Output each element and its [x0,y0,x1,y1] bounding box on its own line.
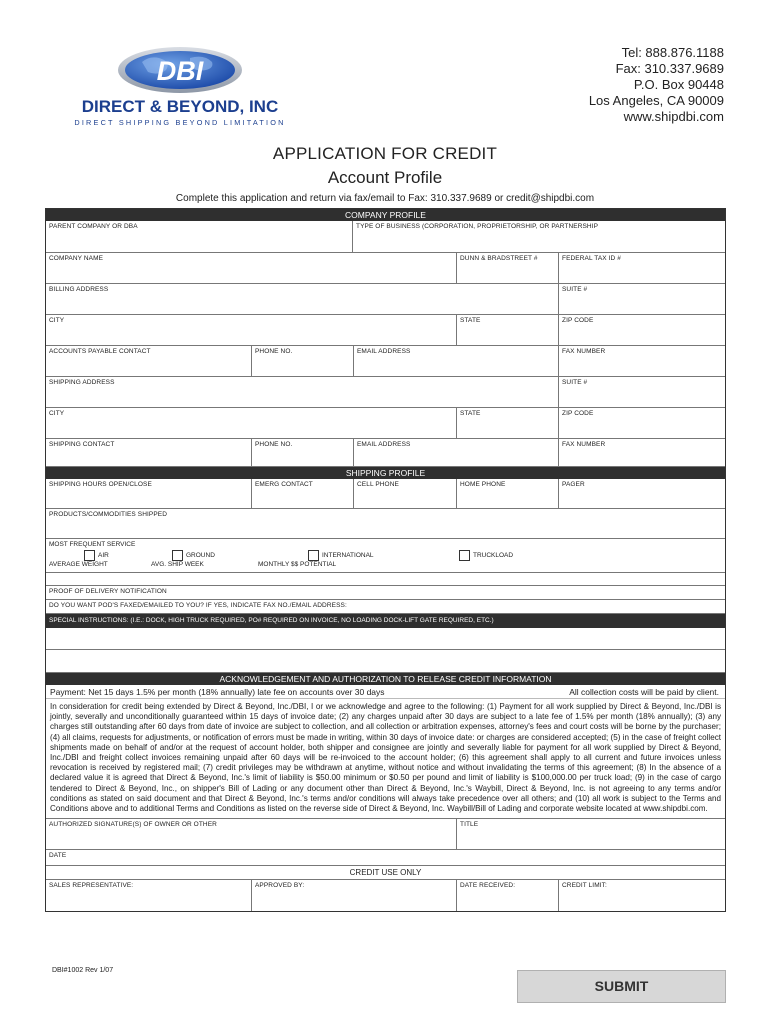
label-shipping-zip: ZIP CODE [562,410,594,417]
label-products: PRODUCTS/COMMODITIES SHIPPED [49,511,168,518]
row-most-frequent-service [46,539,725,573]
label-home-phone: HOME PHONE [460,481,506,488]
field-approved-by[interactable] [251,880,456,911]
label-ground: GROUND [186,552,215,559]
field-shipping-phone[interactable] [251,439,353,466]
label-pod-question: DO YOU WANT POD'S FAXED/EMAILED TO YOU? IF YES, INDICATE FAX NO./EMAIL ADDRESS: [49,602,347,609]
logo-brand-text: DBI [156,56,204,86]
field-ap-contact[interactable] [46,346,251,376]
label-proof-of-delivery: PROOF OF DELIVERY NOTIFICATION [49,588,167,595]
page-subtitle: Account Profile [327,168,443,187]
section-header-company-profile: COMPANY PROFILE [46,209,725,221]
field-special-instructions-line-1[interactable] [46,628,725,650]
collection-costs: All collection costs will be paid by client. [569,687,719,697]
field-shipping-state[interactable] [456,408,558,438]
label-signature: AUTHORIZED SIGNATURE(S) OF OWNER OR OTHER [49,821,217,829]
field-billing-zip[interactable] [558,315,725,345]
field-products[interactable] [46,509,725,538]
payment-terms-row [46,685,725,699]
section-header-credit-use: CREDIT USE ONLY [46,866,725,880]
label-ap-contact: ACCOUNTS PAYABLE CONTACT [49,348,151,355]
label-date: DATE [49,852,67,860]
field-signature[interactable] [46,819,456,849]
row-shipping-contact [46,439,725,467]
row-billing-address [46,284,725,315]
row-spacer [46,573,725,586]
field-shipping-hours[interactable] [46,479,251,508]
label-shipping-suite: SUITE # [562,379,588,386]
field-billing-address[interactable] [46,284,558,314]
row-pod-question [46,600,725,614]
label-shipping-phone: PHONE NO. [255,441,293,448]
label-ap-email: EMAIL ADDRESS [357,348,411,355]
label-truckload: TRUCKLOAD [473,552,514,559]
field-date[interactable] [46,850,725,865]
field-dunn-bradstreet[interactable] [456,253,558,283]
field-date-received[interactable] [456,880,558,911]
field-shipping-contact[interactable] [46,439,251,466]
label-sales-rep: SALES REPRESENTATIVE: [49,882,134,890]
contact-po-box: P.O. Box 90448 [633,77,724,92]
row-company-name [46,253,725,284]
row-ap-contact [46,346,725,377]
form-code: DBI#1002 Rev 1/07 [52,967,114,974]
label-approved-by: APPROVED BY: [255,882,305,890]
label-shipping-email: EMAIL ADDRESS [357,441,411,448]
label-title: TITLE [460,821,479,829]
contact-city-state: Los Angeles, CA 90009 [588,93,724,108]
field-pager[interactable] [558,479,725,508]
label-billing-city: CITY [49,317,65,324]
field-shipping-zip[interactable] [558,408,725,438]
label-parent-company: PARENT COMPANY OR DBA [49,223,138,230]
label-shipping-address: SHIPPING ADDRESS [49,379,115,386]
label-shipping-city: CITY [49,410,65,417]
form-instructions: Complete this application and return via fax/email to Fax: 310.337.9689 or credit@shipdbi.com [175,193,595,204]
field-shipping-address[interactable] [46,377,558,407]
field-shipping-email[interactable] [353,439,558,466]
company-logo [60,40,300,136]
page-title: APPLICATION FOR CREDIT [272,144,498,163]
label-shipping-fax: FAX NUMBER [562,441,606,448]
label-average-weight: AVERAGE WEIGHT [49,561,108,568]
checkbox-air[interactable] [84,550,95,561]
logo-tagline-text: DIRECT SHIPPING BEYOND LIMITATION [74,118,286,127]
field-parent-company[interactable] [46,221,352,252]
row-shipping-address [46,377,725,408]
contact-website[interactable]: www.shipdbi.com [623,109,724,124]
label-avg-ship-week: AVG. SHIP WEEK [151,561,204,568]
field-ap-email[interactable] [353,346,558,376]
row-shipping-hours [46,479,725,509]
field-business-type[interactable] [352,221,725,252]
field-shipping-fax[interactable] [558,439,725,466]
label-billing-state: STATE [460,317,481,324]
field-billing-city[interactable] [46,315,456,345]
label-most-frequent-service: MOST FREQUENT SERVICE [49,541,136,548]
label-shipping-hours: SHIPPING HOURS OPEN/CLOSE [49,481,152,488]
field-ap-fax[interactable] [558,346,725,376]
credit-application-form [45,208,726,912]
label-ap-fax: FAX NUMBER [562,348,606,355]
field-ap-phone[interactable] [251,346,353,376]
field-shipping-city[interactable] [46,408,456,438]
field-cell-phone[interactable] [353,479,456,508]
label-ap-phone: PHONE NO. [255,348,293,355]
row-special-instructions: SPECIAL INSTRUCTIONS: (I.E.: DOCK, HIGH TRUCK REQUIRED, PO# REQUIRED ON INVOICE, NO LOADING DOCK-LIFT GATE REQUIRED, ETC.) [46,614,725,628]
label-company-name: COMPANY NAME [49,255,104,262]
label-billing-zip: ZIP CODE [562,317,594,324]
checkbox-truckload[interactable] [459,550,470,561]
submit-button[interactable]: SUBMIT [517,970,726,1003]
row-proof-of-delivery [46,586,725,600]
payment-terms: Payment: Net 15 days 1.5% per month (18% annually) late fee on accounts over 30 days [50,687,385,697]
row-products [46,509,725,539]
label-federal-tax-id: FEDERAL TAX ID # [562,255,621,262]
row-credit-use [46,880,725,911]
field-company-name[interactable] [46,253,456,283]
label-air: AIR [98,552,109,559]
field-home-phone[interactable] [456,479,558,508]
label-shipping-state: STATE [460,410,481,417]
label-billing-address: BILLING ADDRESS [49,286,109,293]
field-emerg-contact[interactable] [251,479,353,508]
label-date-received: DATE RECEIVED: [460,882,516,890]
field-shipping-suite[interactable] [558,377,725,407]
section-header-shipping-profile: SHIPPING PROFILE [46,467,725,479]
field-billing-state[interactable] [456,315,558,345]
label-credit-limit: CREDIT LIMIT: [562,882,607,890]
checkbox-ground[interactable] [172,550,183,561]
field-sales-rep[interactable] [46,880,251,911]
contact-tel: Tel: 888.876.1188 [621,45,724,60]
contact-fax: Fax: 310.337.9689 [615,61,724,76]
label-international: INTERNATIONAL [322,552,374,559]
field-title[interactable] [456,819,725,849]
label-pager: PAGER [562,481,585,488]
label-cell-phone: CELL PHONE [357,481,399,488]
field-proof-of-delivery[interactable] [46,586,725,599]
field-billing-suite[interactable] [558,284,725,314]
checkbox-international[interactable] [308,550,319,561]
row-parent-company [46,221,725,253]
field-pod-question[interactable] [46,600,725,613]
terms-and-conditions: In consideration for credit being extended by Direct & Beyond, Inc./DBI, I or we acknowledge and agree to the following: (1) Payment for all work supplied by Direct & Beyond, Inc./DBI is jointly, severally and unconditionally guaranteed within 15 days of invoice date; (2) any charges unpaid after 30 days are subject to a late fee of 1.5% per month (18% annually); (3) any charges still outstanding after 60 days from date of invoice are subject to collection, and all collection or arbitration expenses, attorney's fees and court costs will be borne by the purchaser; (4) all claims, requests for adjustments, or notification of errors must be made in writing, within 30 days of invoice date: or charges are considered accepted; (5) in the case of freight collect shipments made on behalf of and/or at the request of account holder, both shipper and consignee are jointly and severally liable for payment for all work supplied by Direct & Beyond, Inc./DBI and freight collect invoices remaining unpaid after 60 days will be re-invoiced to the account holder; (6) this agreement shall apply to all current and future invoices unless revocation is received by registered mail; (7) credit privileges may be withdrawn at anytime, without notice and without invalidating the terms of this agreement; (8) In the absence of a declared value it is agreed that Direct & Beyond, Inc.'s limit of liability is $50.00 minimum or $0.50 per pound and limit of liability is $100,000.00 per truck load; (9) in the case of cargo tendered to Direct & Beyond, Inc., on shipper's Bill of Lading or any document other than Direct & Beyond, Inc.'s Waybill, Direct & Beyond, Inc. is not agreeing to any terms and/or conditions as stated on said document and that Direct & Beyond, Inc.'s terms and/or conditions will always take precedence over all others; and (10) all work is subject to the Terms and Conditions above and to additional Terms and Conditions as listed on the reverse side of Direct & Beyond, Inc. Waybill/Bill of Lading and corporate website located at www.shipdbi.com. [46,699,725,819]
label-emerg-contact: EMERG CONTACT [255,481,313,488]
section-header-acknowledgement: ACKNOWLEDGEMENT AND AUTHORIZATION TO RELEASE CREDIT INFORMATION [46,673,725,685]
field-federal-tax-id[interactable] [558,253,725,283]
logo-company-text: DIRECT & BEYOND, INC [81,97,279,116]
label-monthly-potential: MONTHLY $$ POTENTIAL [258,561,337,568]
row-date [46,850,725,866]
field-special-instructions-line-2[interactable] [46,650,725,673]
label-billing-suite: SUITE # [562,286,588,293]
contact-block [589,45,724,125]
label-dunn-bradstreet: DUNN & BRADSTREET # [460,255,538,262]
label-business-type: TYPE OF BUSINESS (CORPORATION, PROPRIETORSHIP, OR PARTNERSHIP [356,223,599,230]
field-credit-limit[interactable] [558,880,725,911]
label-shipping-contact: SHIPPING CONTACT [49,441,115,448]
row-billing-city [46,315,725,346]
dbi-logo-graphic [60,40,300,136]
row-signature [46,819,725,850]
row-shipping-city [46,408,725,439]
